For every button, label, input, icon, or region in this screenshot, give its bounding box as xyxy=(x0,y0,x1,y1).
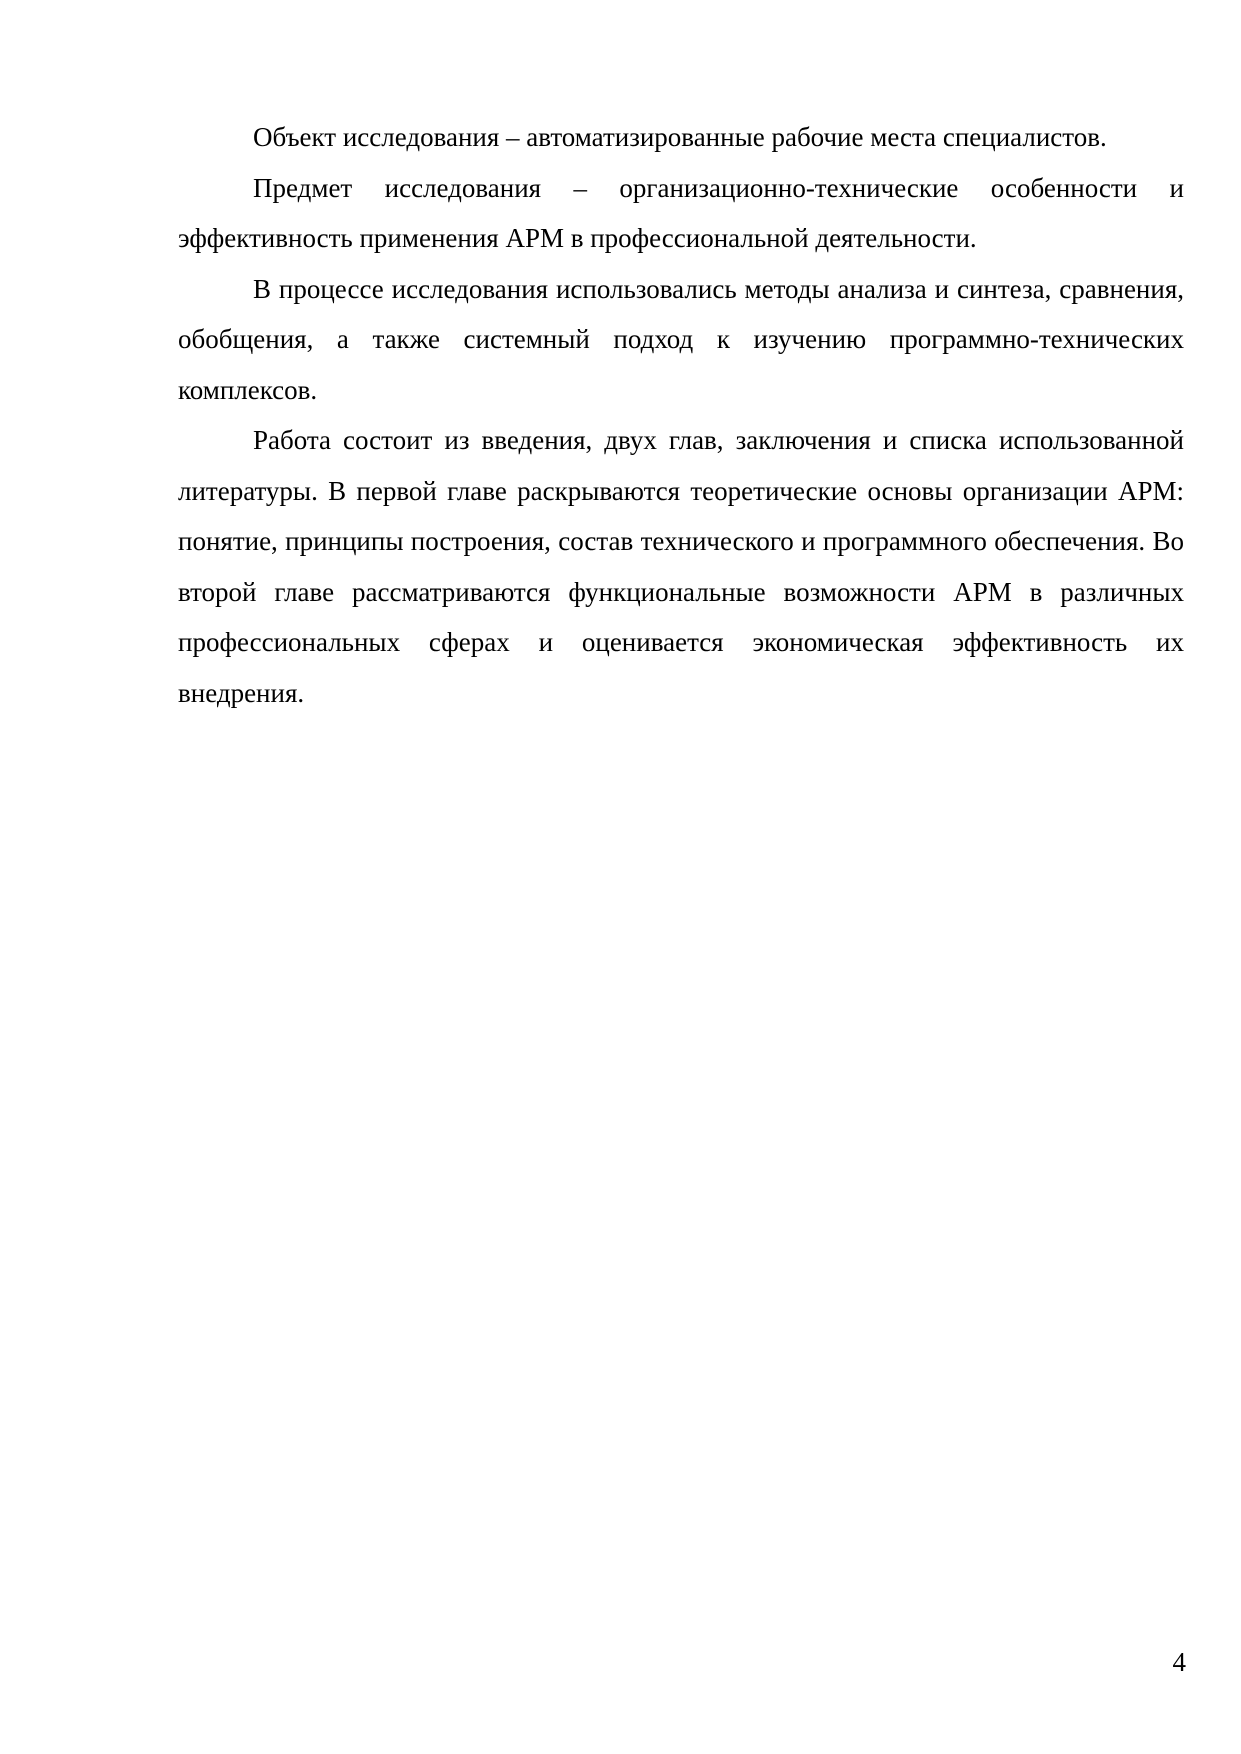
paragraph-research-subject: Предмет исследования – организационно-технические особенности и эффективность применения АРМ в профессиональной деятельности. xyxy=(178,172,1184,253)
paragraph-research-object: Объект исследования – автоматизированные рабочие места специалистов. xyxy=(253,122,1107,152)
page-number: 4 xyxy=(1172,1647,1186,1677)
paragraph-research-methods: В процессе исследования использовались методы анализа и синтеза, сравнения, обобщения, а также системный подход к изучению программно-технических комплексов. xyxy=(178,273,1184,405)
body-text xyxy=(178,112,1184,718)
paragraph-work-structure: Работа состоит из введения, двух глав, заключения и списка использованной литературы. В первой главе раскрываются теоретические основы организации АРМ: понятие, принципы построения, состав технического и программного обеспечения. Во второй главе рассматриваются функциональные возможности АРМ в различных профессиональных сферах и оценивается экономическая эффективность их внедрения. xyxy=(178,425,1184,708)
